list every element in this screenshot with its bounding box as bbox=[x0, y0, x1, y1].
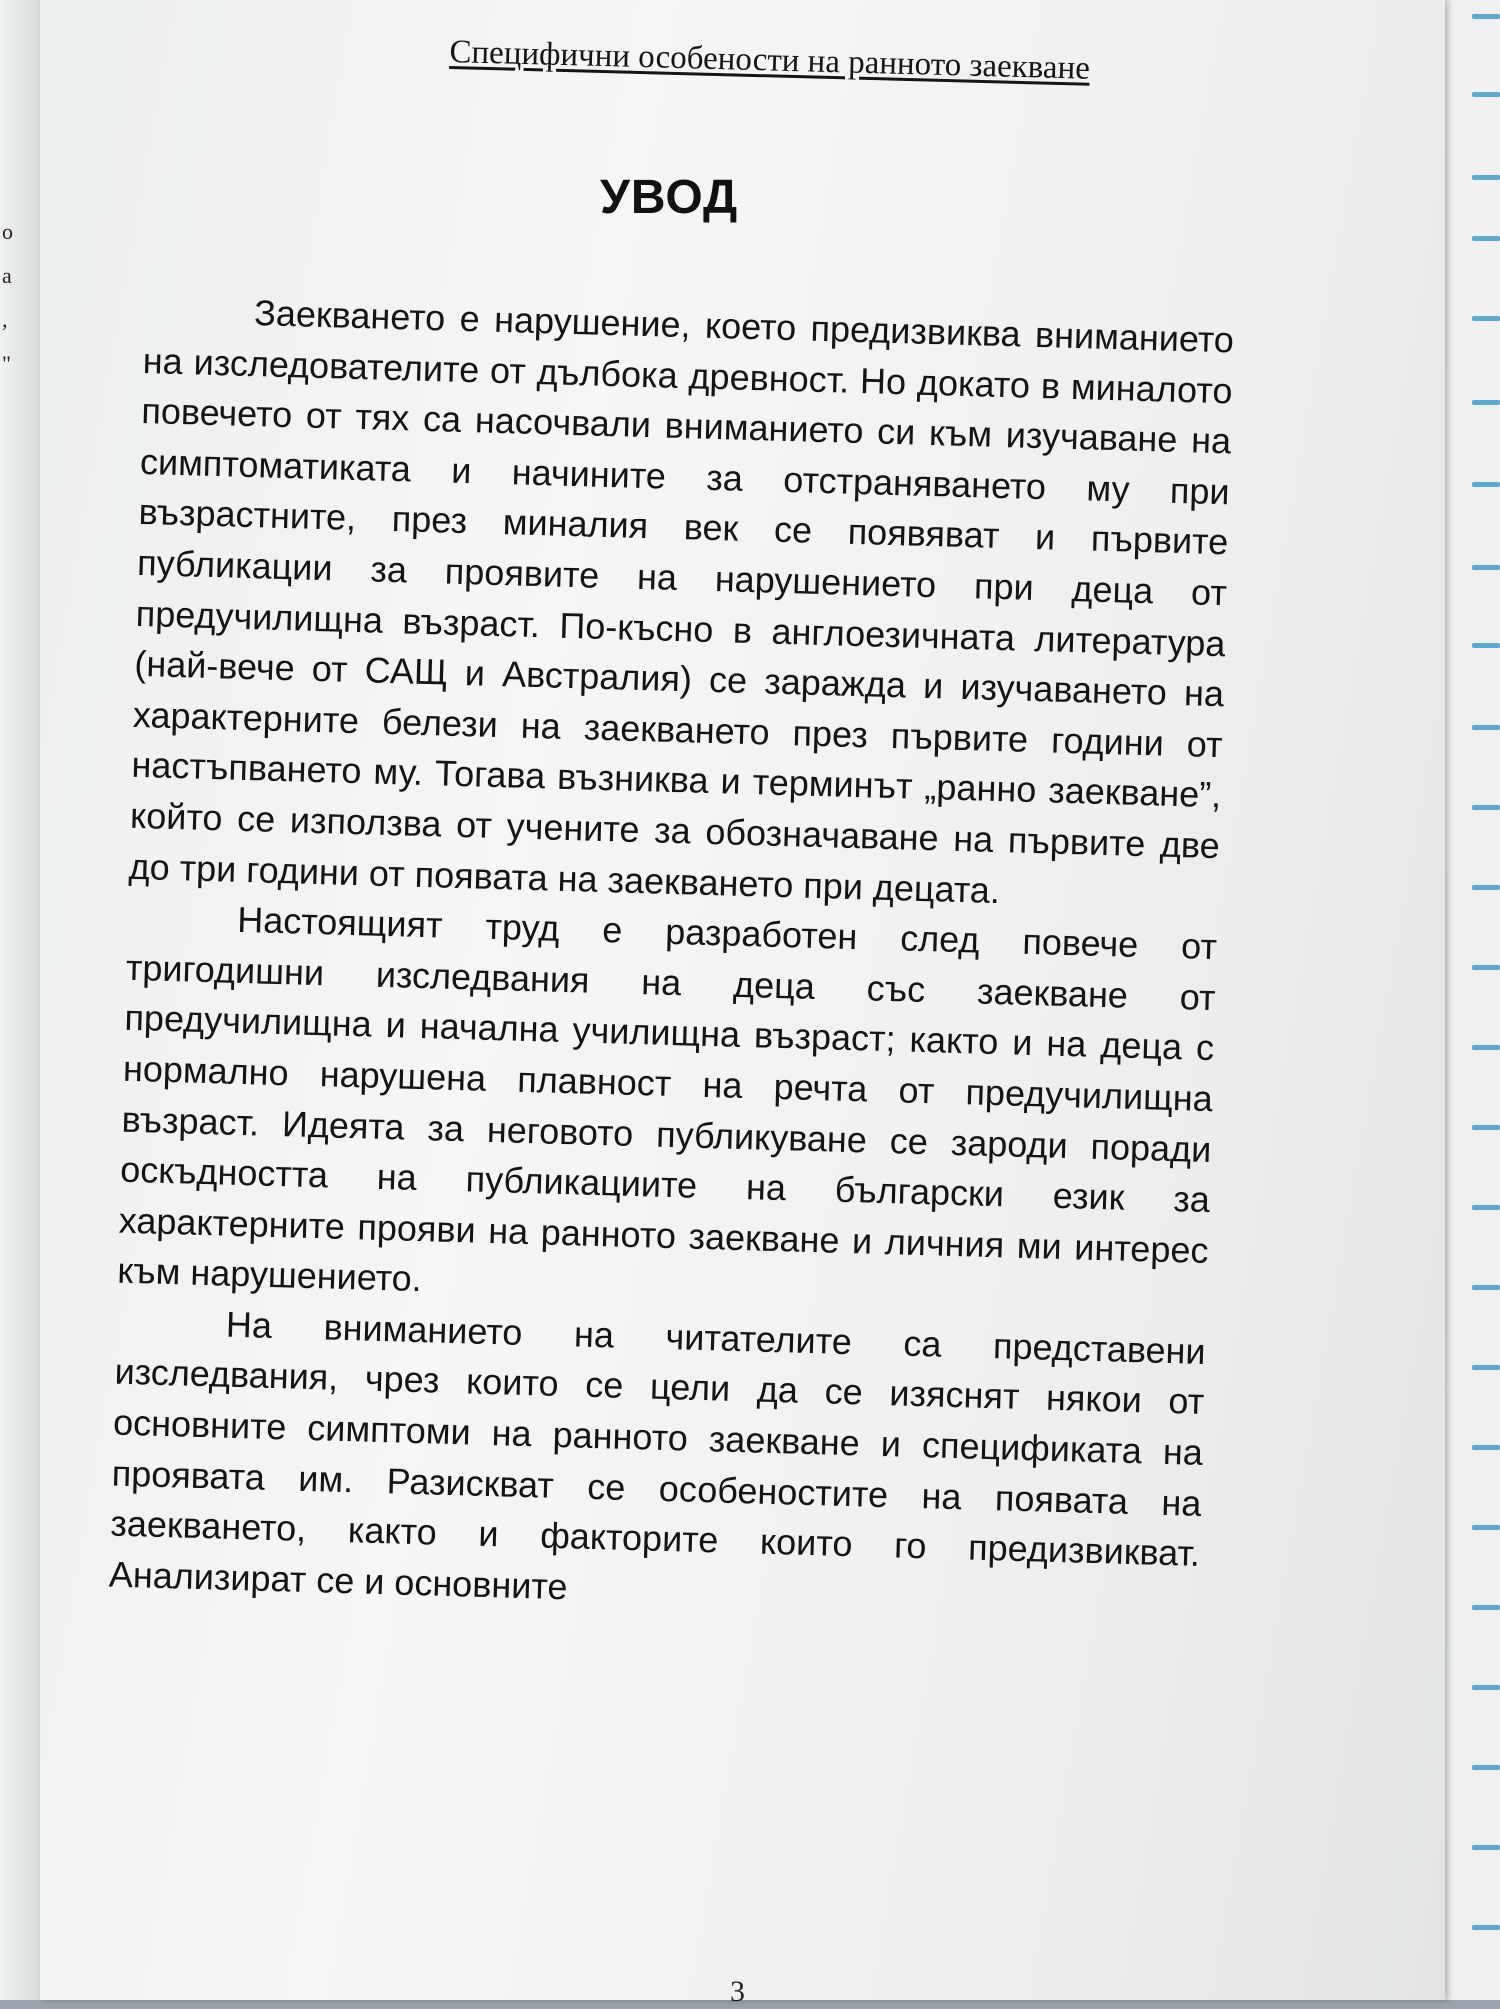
notebook-margin-mark bbox=[1472, 1605, 1500, 1610]
notebook-margin-mark bbox=[1472, 1125, 1500, 1130]
notebook-margin-mark bbox=[1472, 643, 1500, 648]
notebook-margin-mark bbox=[1472, 1445, 1500, 1450]
notebook-margin-mark bbox=[1472, 175, 1500, 180]
notebook-margin-mark bbox=[1472, 400, 1500, 405]
notebook-margin-mark bbox=[1472, 92, 1500, 97]
paragraph-2: Настоящият труд е разработен след повече от тригодишни изследвания на деца със заекване от предучилищна и начална училищна възраст; както и на деца с нормално нарушена плавност на речта от предучилищна възраст. Идеята за неговото публикуване се зароди поради оскъдността на публикациите на български език за характерните прояви на ранното заекване и личния ми интерес към нарушението. bbox=[116, 898, 1218, 1300]
notebook-margin-mark bbox=[1472, 565, 1500, 570]
notebook-margin-mark bbox=[1472, 885, 1500, 890]
page-number: 3 bbox=[730, 1975, 745, 2008]
notebook-margin-mark bbox=[1472, 1525, 1500, 1530]
notebook-background bbox=[1440, 0, 1500, 2000]
previous-page-letter: а bbox=[2, 263, 12, 288]
notebook-margin-mark bbox=[1472, 482, 1500, 487]
notebook-margin-mark bbox=[1472, 1685, 1500, 1690]
previous-page-letter: " bbox=[2, 351, 11, 376]
notebook-margin-mark bbox=[1472, 316, 1500, 321]
notebook-margin-mark bbox=[1472, 1365, 1500, 1370]
paragraph-3: На вниманието на читателите са представени изследвания, чрез които се цели да се изяснят някои от основните симптоми на ранното заекване и спецификата на проявата им. Разискват се особеностите на появата на заекването, както и факторите които го предизвикват. Анализират се и основните bbox=[108, 1303, 1207, 1608]
body-text bbox=[108, 285, 1234, 1630]
chapter-title: УВОД bbox=[600, 171, 739, 224]
notebook-margin-mark bbox=[1472, 1205, 1500, 1210]
notebook-margin-mark bbox=[1472, 14, 1500, 19]
previous-page-letter: , bbox=[2, 307, 8, 332]
notebook-margin-mark bbox=[1472, 1925, 1500, 1930]
notebook-margin-mark bbox=[1472, 965, 1500, 970]
book-page bbox=[40, 0, 1445, 2008]
notebook-margin-mark bbox=[1472, 1765, 1500, 1770]
notebook-margin-mark bbox=[1472, 805, 1500, 810]
notebook-margin-mark bbox=[1472, 1285, 1500, 1290]
running-header: Специфични особености на ранното заекване bbox=[449, 34, 1091, 87]
notebook-margin-mark bbox=[1472, 1845, 1500, 1850]
previous-page-text-fragments bbox=[2, 210, 30, 386]
previous-page-letter: о bbox=[2, 219, 13, 244]
notebook-margin-mark bbox=[1472, 725, 1500, 730]
previous-page-edge bbox=[0, 0, 42, 2000]
paragraph-1: Заекването е нарушение, което предизвиква вниманието на изследователите от дълбока древност. Но докато в миналото повечето от тях са насочвали вниманието си към изучаване на симптоматиката и начините за отстраняването му при възрастните, през миналия век се появяват и първите публикации за проявите на нарушението при деца от предучилищна възраст. По-късно в англоезичната литература (най-вече от САЩ и Австралия) се заражда и изучаването на характерните белези на заекването през първите години от настъпването му. Тогава възниква и терминът „ранно заекване”, който се използва от учените за обозначаване на първите две до три години от появата на заекването при децата. bbox=[128, 292, 1235, 911]
notebook-margin-mark bbox=[1472, 236, 1500, 241]
notebook-margin-mark bbox=[1472, 1045, 1500, 1050]
